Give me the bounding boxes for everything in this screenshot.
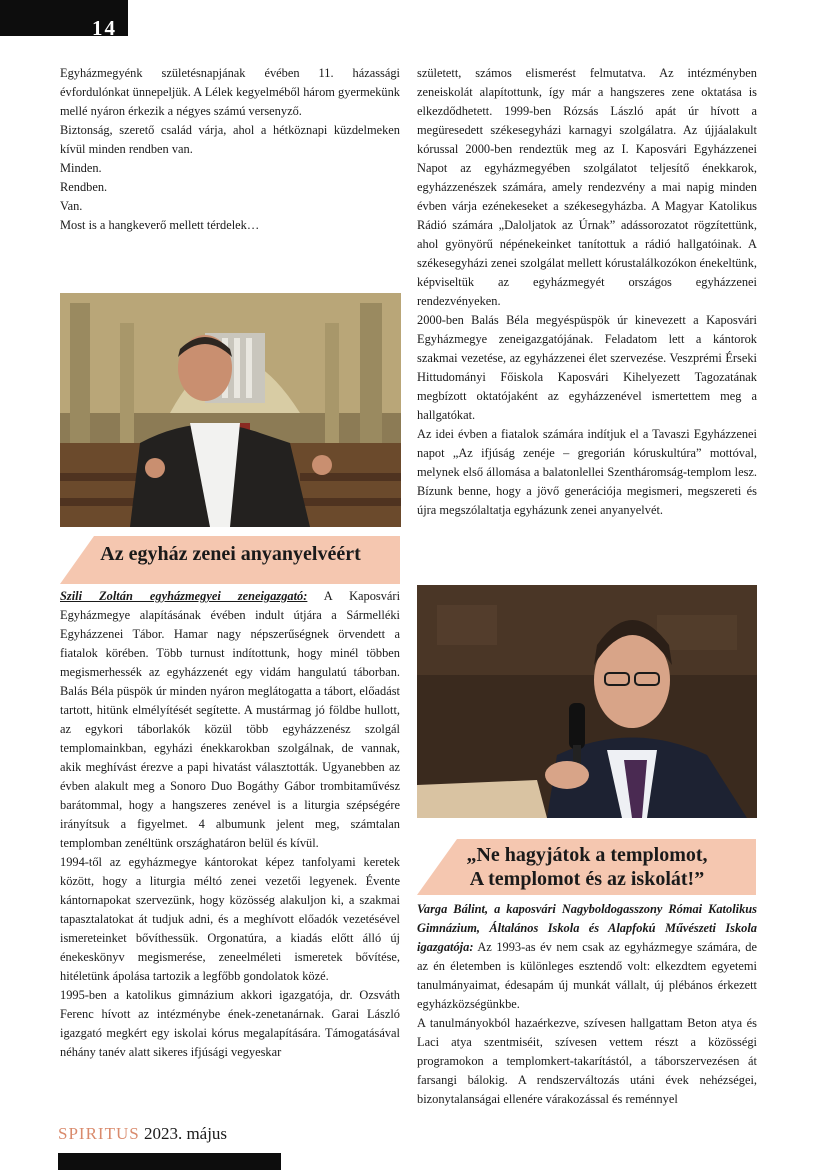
paragraph: A tanulmányokból hazaérkezve, szívesen hallgattam Beton atya és Laci atya szentmiséit, szívesen vettem részt a közösségi programokon a templomkert-takarítástól, a táborszervezésen át farsangi bálokig. A rendszerváltozás utáni évek nehézségei, bizonytalanságai ellenére várakozással és reménnyel xyxy=(417,1016,757,1106)
paragraph: Van. xyxy=(60,199,83,213)
interviewee-name: Varga Bálint, a kaposvári Nagyboldogasszony Római Katolikus Gimnázium, Általános Iskola és Alapfokú Művészeti Iskola igazgatója: xyxy=(417,902,757,954)
heading-1: Az egyház zenei anyanyelvéért xyxy=(100,543,361,565)
footer xyxy=(58,1124,227,1144)
heading-band-2 xyxy=(417,833,757,895)
church-photo xyxy=(60,293,401,527)
paragraph-text: A Kaposvári Egyházmegye alapításának évében indult útjára a Sármelléki Egyházzenei Tábor. Hamar nagy népszerűségnek örvendett a fiatalok körében. Több turnust indítottunk, hogy minél többen megismerhessék az egyházzenét egy vidám hangulatú táborban. Balás Béla püspök úr minden nyáron meglátogatta a tábort, előadást tartott, hitünk elmélyítését segítette. A mustármag jó földbe hullott, az egykori táborlakók közül több egyházzenész szolgál templomainkban, egyházi énekkarokban szolgálnak, de vannak, akik meghívást érezve a papi hivatást választották. Ugyanebben az évben alakult meg a Sonoro Duo Bogáthy Gábor trombitaművész barátommal, hogy a hangszeres zenével is a liturgia szépségére irányítsuk a figyelmet. 4 albumunk jelent meg, számtalan templomban zenéltünk országhatáron belül és kívül. xyxy=(60,589,401,850)
paragraph: született, számos elismerést felmutatva. Az intézményben zeneiskolát alapítottunk, így már a hangszeres zene oktatása is elkezdődhetett. 1999-ben Rózsás László apát úr hívott a megüresedett székesegyházi karnagyi szolgálatra. Az újjáalakult kórussal 2000-ben rendeztük meg az I. Kaposvári Egyházzenei Napot az egyházmegyében szolgálatot teljesítő énekkarok, egyházzenészek számára, amely rendezvény a mai napig minden évben várja ezénekeseket a székesegyházba. A Magyar Katolikus Rádió számára „Daloljatok az Úrnak” adássorozatot rögzítettünk, ahol gyönyörű népénekeinket tanítottuk a rádió hallgatóinak. A székesegyházi zenei szolgálat mellett kórustalálkozókon énekeltünk, képviseltük az egyházmegyét országos egyházzenei rendezvényeken. xyxy=(417,66,757,308)
footer-bar xyxy=(58,1153,281,1170)
paragraph: Minden. xyxy=(60,161,102,175)
left-bottom-text xyxy=(60,587,400,1062)
heading-2 xyxy=(417,833,757,891)
heading-2-line-1: „Ne hagyjátok a templomot, xyxy=(466,844,708,866)
paragraph: Most is a hangkeverő mellett térdelek… xyxy=(60,218,260,232)
heading-band-1 xyxy=(60,528,401,584)
magazine-name: SPIRITUS xyxy=(58,1124,140,1143)
paragraph-text: Az 1993-as év nem csak az egyházmegye számára, de az én életemben is különleges esztendő volt: elkezdtem egyetemi tanulmányaimat, édesapám új munkát vállalt, új plébános érkezett egyházközségünkbe. xyxy=(417,940,757,1011)
paragraph xyxy=(417,900,757,1014)
heading-2-line-2: A templomot és az iskolát!” xyxy=(469,868,705,890)
paragraph xyxy=(60,587,400,853)
interviewee-name: Szili Zoltán egyházmegyei zeneigazgató: xyxy=(60,589,308,603)
paragraph: 1994-től az egyházmegye kántorokat képez tanfolyami keretek között, hogy a liturgia méltó zenei vezetői legyenek. Évente kántornapokat szervezünk, hogy közösség alakuljon ki, a szakmai tapasztalatokat át tudjuk adni, és a meghívott előadók vezetésével ismereteinket bővíthessük. Orgonatúra, a kiadás előtt álló új énekeskönyv megismerése, zeneelméleti ismeretek bővítése, hitéletünk ápolása tartozik a legfőbb gondolatok közé. xyxy=(60,855,400,983)
speaker-photo xyxy=(417,585,757,818)
issue-date: 2023. május xyxy=(143,1124,228,1143)
left-top-text xyxy=(60,64,400,235)
paragraph: Biztonság, szerető család várja, ahol a hétköznapi küzdelmeken kívül minden rendben van. xyxy=(60,123,400,156)
paragraph: Egyházmegyénk születésnapjának évében 11. házassági évfordulónkat ünnepeljük. A Lélek kegyelméből három gyermekünk mellé nyáron érkezik a négyes számú versenyző. xyxy=(60,66,400,118)
paragraph: 2000-ben Balás Béla megyéspüspök úr kinevezett a Kaposvári Egyházmegye zeneigazgatójának. Feladatom lett a kántorok szakmai vezetése, az egyházzenei élet szervezése. Veszprémi Érseki Hittudományi Főiskola Kaposvári Kihelyezett Tagozatának megbízott oktatójaként az egyházzenével ismertettem meg a hallgatókat. xyxy=(417,313,757,422)
right-bottom-text xyxy=(417,900,757,1109)
paragraph: Az idei évben a fiatalok számára indítjuk el a Tavaszi Egyházzenei napot „Az ifjúság zenéje – gregorián kóruskultúra” mottóval, melynek első állomása a balatonlellei Szentháromság-templom lesz. Bízunk benne, hogy a jövő generációja megismeri, megszereti és újra megszólaltatja egyházunk zenei anyanyelvét. xyxy=(417,427,757,517)
right-top-text xyxy=(417,64,757,520)
paragraph: Rendben. xyxy=(60,180,108,194)
page-number: 14 xyxy=(92,16,117,40)
paragraph: 1995-ben a katolikus gimnázium akkori igazgatója, dr. Ozsváth Ferenc hívott az intézménybe ének-zenetanárnak. Garai László igazgató megkért egy iskolai kórus megalapítására. Támogatásával néhány tanév alatt sikeres ifjúsági vegyeskar xyxy=(60,988,400,1059)
